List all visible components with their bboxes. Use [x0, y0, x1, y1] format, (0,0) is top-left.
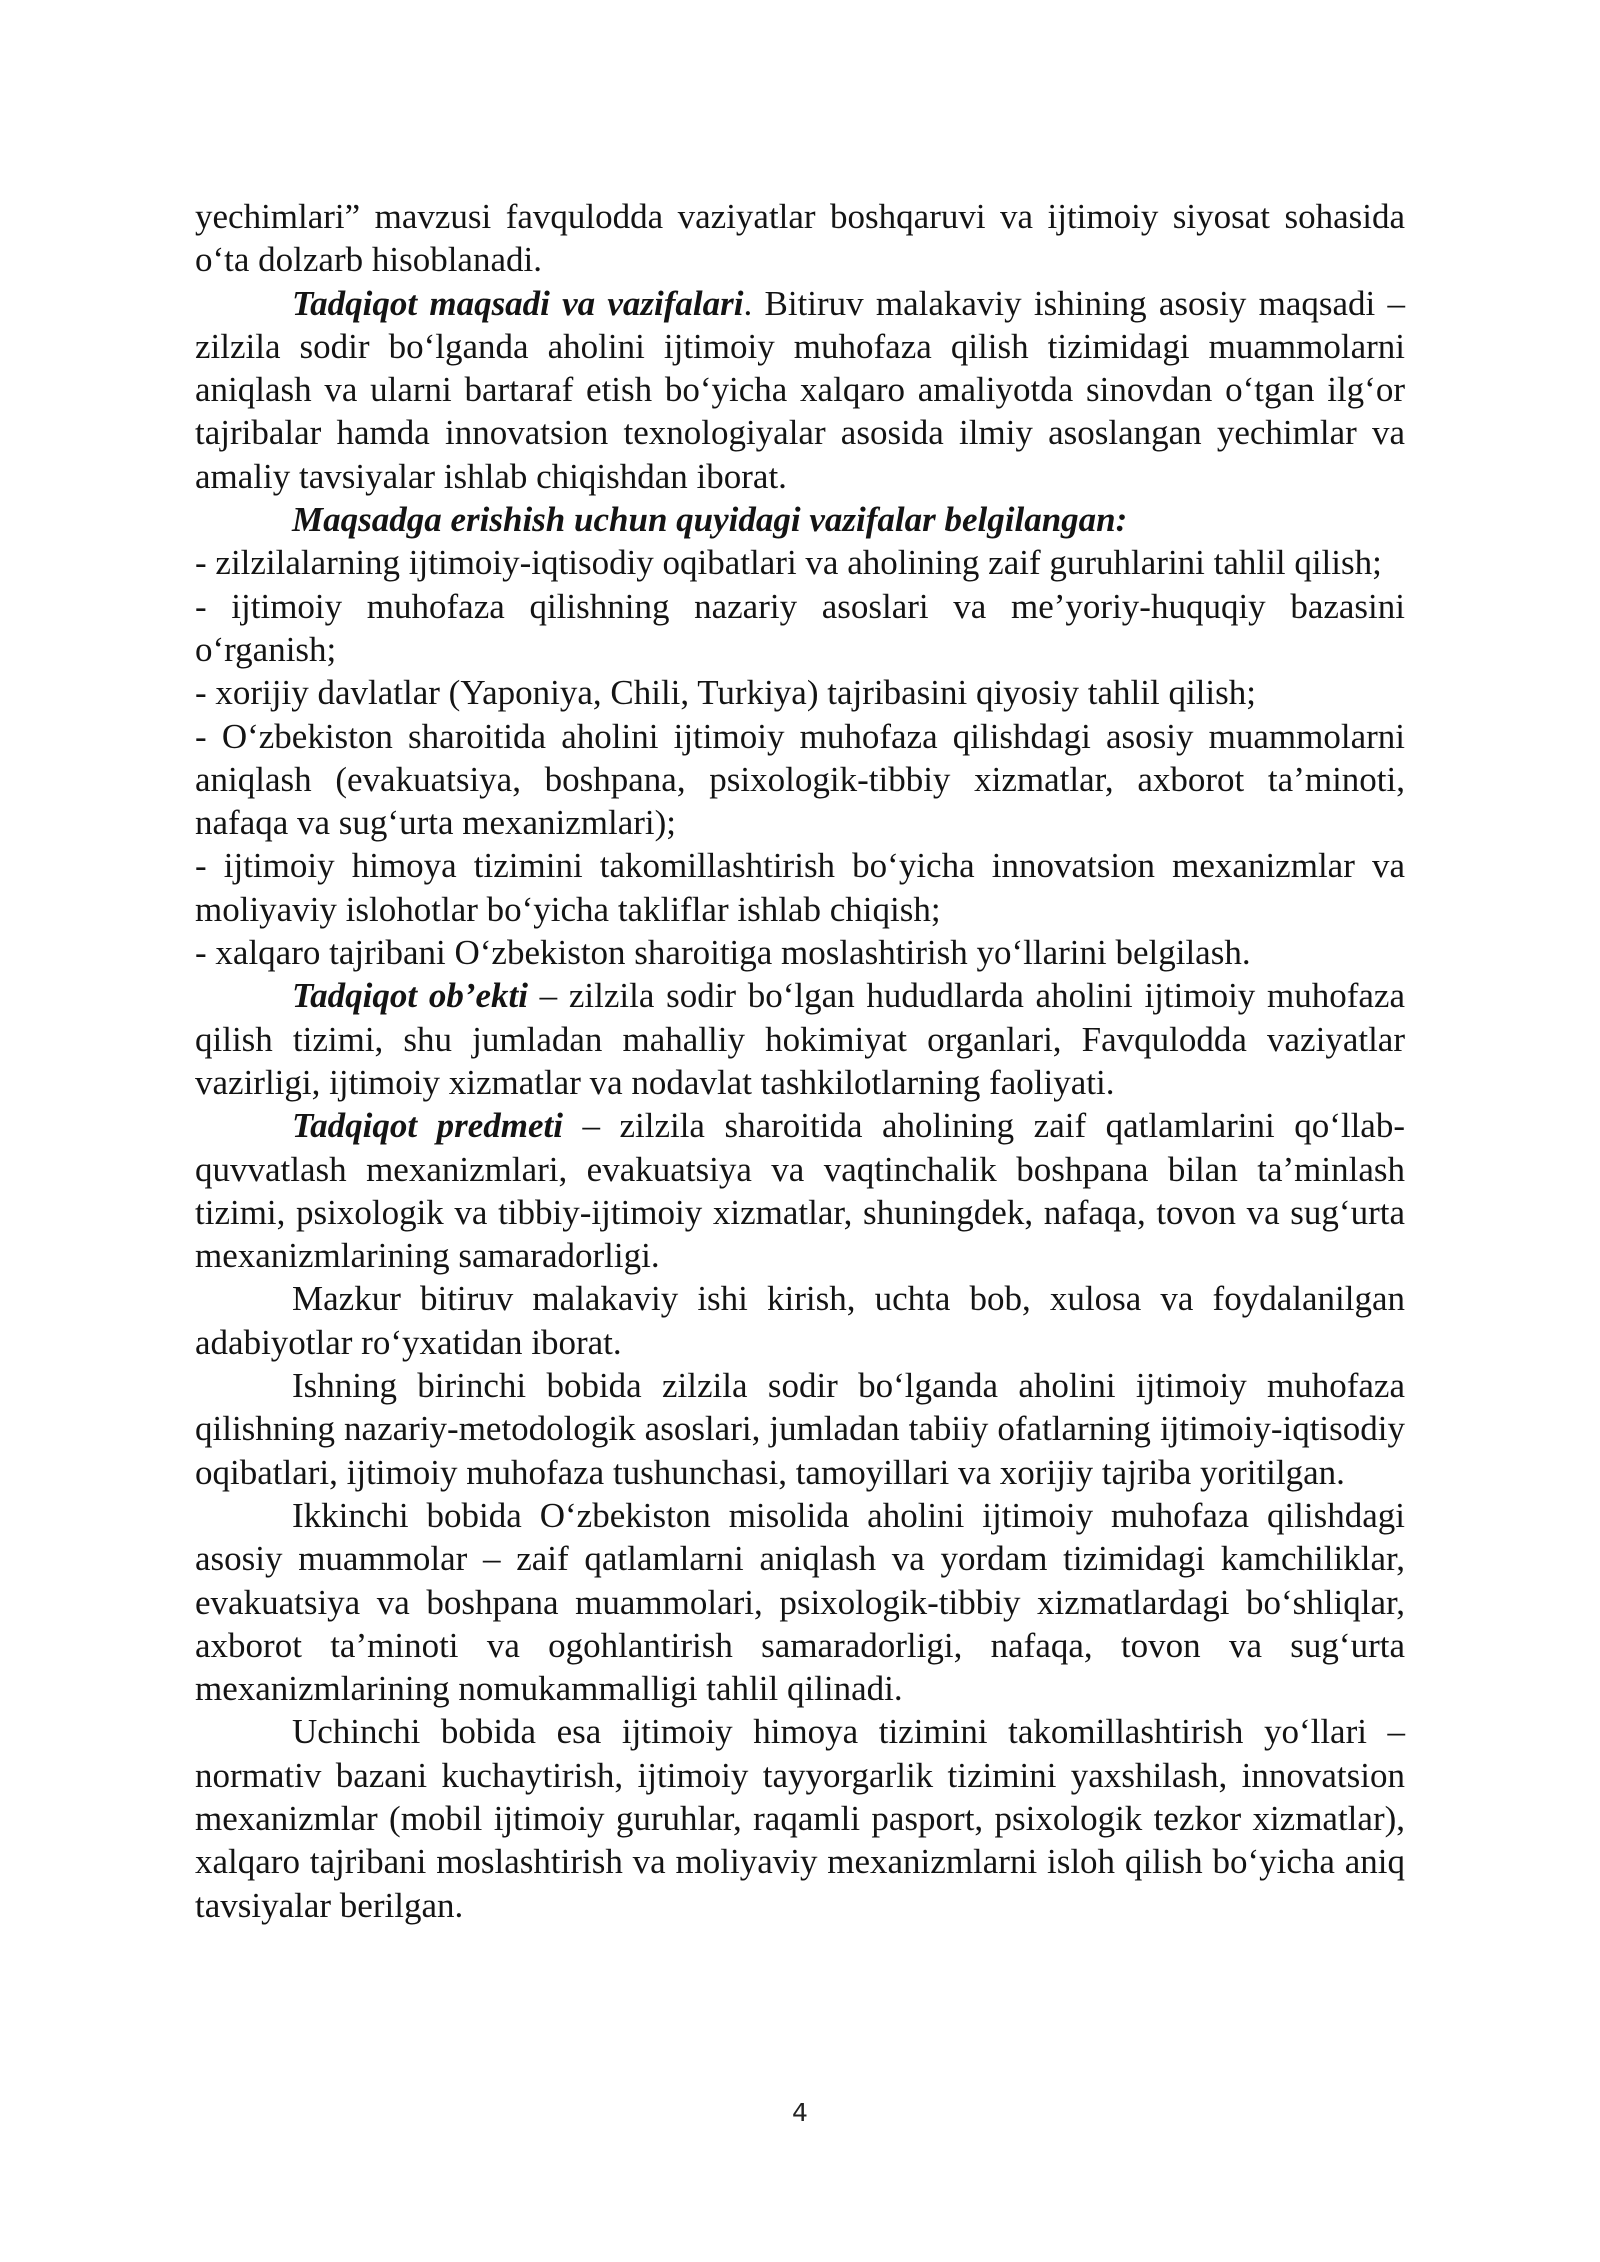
subject-paragraph	[195, 1104, 1405, 1277]
object-lead: Tadqiqot ob’ekti	[292, 976, 528, 1016]
subject-lead: Tadqiqot predmeti	[292, 1106, 563, 1146]
goal-paragraph	[195, 282, 1405, 498]
goal-text: . Bitiruv malakaviy ishining asosiy maqsadi – zilzila sodir bo‘lganda aholini ijtimoiy muhofaza qilish tizimidagi muammolarni aniqlash va ularni bartaraf etish bo‘yicha xalqaro amaliyotda sinovdan o‘tgan ilg‘or tajribalar hamda innovatsion texnologiyalar asosida ilmiy asoslangan yechimlar va amaliy tavsiyalar ishlab chiqishdan iborat.	[195, 283, 1405, 496]
structure-paragraph: Mazkur bitiruv malakaviy ishi kirish, uchta bob, xulosa va foydalanilgan adabiyotlar ro‘yxatidan iborat.	[195, 1279, 1405, 1362]
chapter2-paragraph: Ikkinchi bobida O‘zbekiston misolida aholini ijtimoiy muhofaza qilishdagi asosiy muammolar – zaif qatlamlarni aniqlash va yordam tizimidagi kamchiliklar, evakuatsiya va boshpana muammolari, psixologik-tibbiy xizmatlardagi bo‘shliqlar, axborot ta’minoti va ogohlantirish samaradorligi, nafaqa, tovon va sug‘urta mexanizmlarining nomukammalligi tahlil qilinadi.	[195, 1495, 1405, 1709]
task-item: - zilzilalarning ijtimoiy-iqtisodiy oqibatlari va aholining zaif guruhlarini tahlil qilish;	[195, 543, 1382, 583]
tasks-heading: Maqsadga erishish uchun quyidagi vazifalar belgilangan:	[292, 500, 1128, 540]
document-page	[195, 195, 1405, 1927]
object-paragraph	[195, 974, 1405, 1104]
page-number: 4	[792, 2098, 808, 2127]
subject-text: – zilzila sharoitida aholining zaif qatlamlarini qo‘llab-quvvatlash mexanizmlari, evakuatsiya va vaqtinchalik boshpana bilan ta’minlash tizimi, psixologik va tibbiy-ijtimoiy xizmatlar, shuningdek, nafaqa, tovon va sug‘urta mexanizmlarining samaradorligi.	[195, 1106, 1406, 1276]
task-item: - ijtimoiy himoya tizimini takomillashtirish bo‘yicha innovatsion mexanizmlar va moliyaviy islohotlar bo‘yicha takliflar ishlab chiqish;	[195, 846, 1405, 929]
intro-continuation: yechimlari” mavzusi favqulodda vaziyatlar boshqaruvi va ijtimoiy siyosat sohasida o‘ta dolzarb hisoblanadi.	[195, 197, 1405, 280]
task-item: - xorijiy davlatlar (Yaponiya, Chili, Turkiya) tajribasini qiyosiy tahlil qilish;	[195, 673, 1256, 713]
task-item: - O‘zbekiston sharoitida aholini ijtimoiy muhofaza qilishdagi asosiy muammolarni aniqlash (evakuatsiya, boshpana, psixologik-tibbiy xizmatlar, axborot ta’minoti, nafaqa va sug‘urta mexanizmlari);	[195, 716, 1405, 843]
goal-lead: Tadqiqot maqsadi va vazifalari	[292, 283, 744, 323]
chapter1-paragraph: Ishning birinchi bobida zilzila sodir bo‘lganda aholini ijtimoiy muhofaza qilishning nazariy-metodologik asoslari, jumladan tabiiy ofatlarning ijtimoiy-iqtisodiy oqibatlari, ijtimoiy muhofaza tushunchasi, tamoyillari va xorijiy tajriba yoritilgan.	[195, 1366, 1405, 1492]
task-item: - ijtimoiy muhofaza qilishning nazariy asoslari va me’yoriy-huquqiy bazasini o‘rganish;	[195, 586, 1405, 669]
chapter3-paragraph: Uchinchi bobida esa ijtimoiy himoya tizimini takomillashtirish yo‘llari – normativ bazani kuchaytirish, ijtimoiy tayyorgarlik tizimini yaxshilash, innovatsion mexanizmlar (mobil ijtimoiy guruhlar, raqamli pasport, psixologik tezkor xizmatlar), xalqaro tajribani moslashtirish va moliyaviy mexanizmlarni isloh qilish bo‘yicha aniq tavsiyalar berilgan.	[195, 1712, 1405, 1925]
object-text: – zilzila sodir bo‘lgan hududlarda aholini ijtimoiy muhofaza qilish tizimi, shu jumladan mahalliy hokimiyat organlari, Favqulodda vaziyatlar vazirligi, ijtimoiy xizmatlar va nodavlat tashkilotlarning faoliyati.	[195, 976, 1405, 1102]
task-item: - xalqaro tajribani O‘zbekiston sharoitiga moslashtirish yo‘llarini belgilash.	[195, 933, 1251, 973]
